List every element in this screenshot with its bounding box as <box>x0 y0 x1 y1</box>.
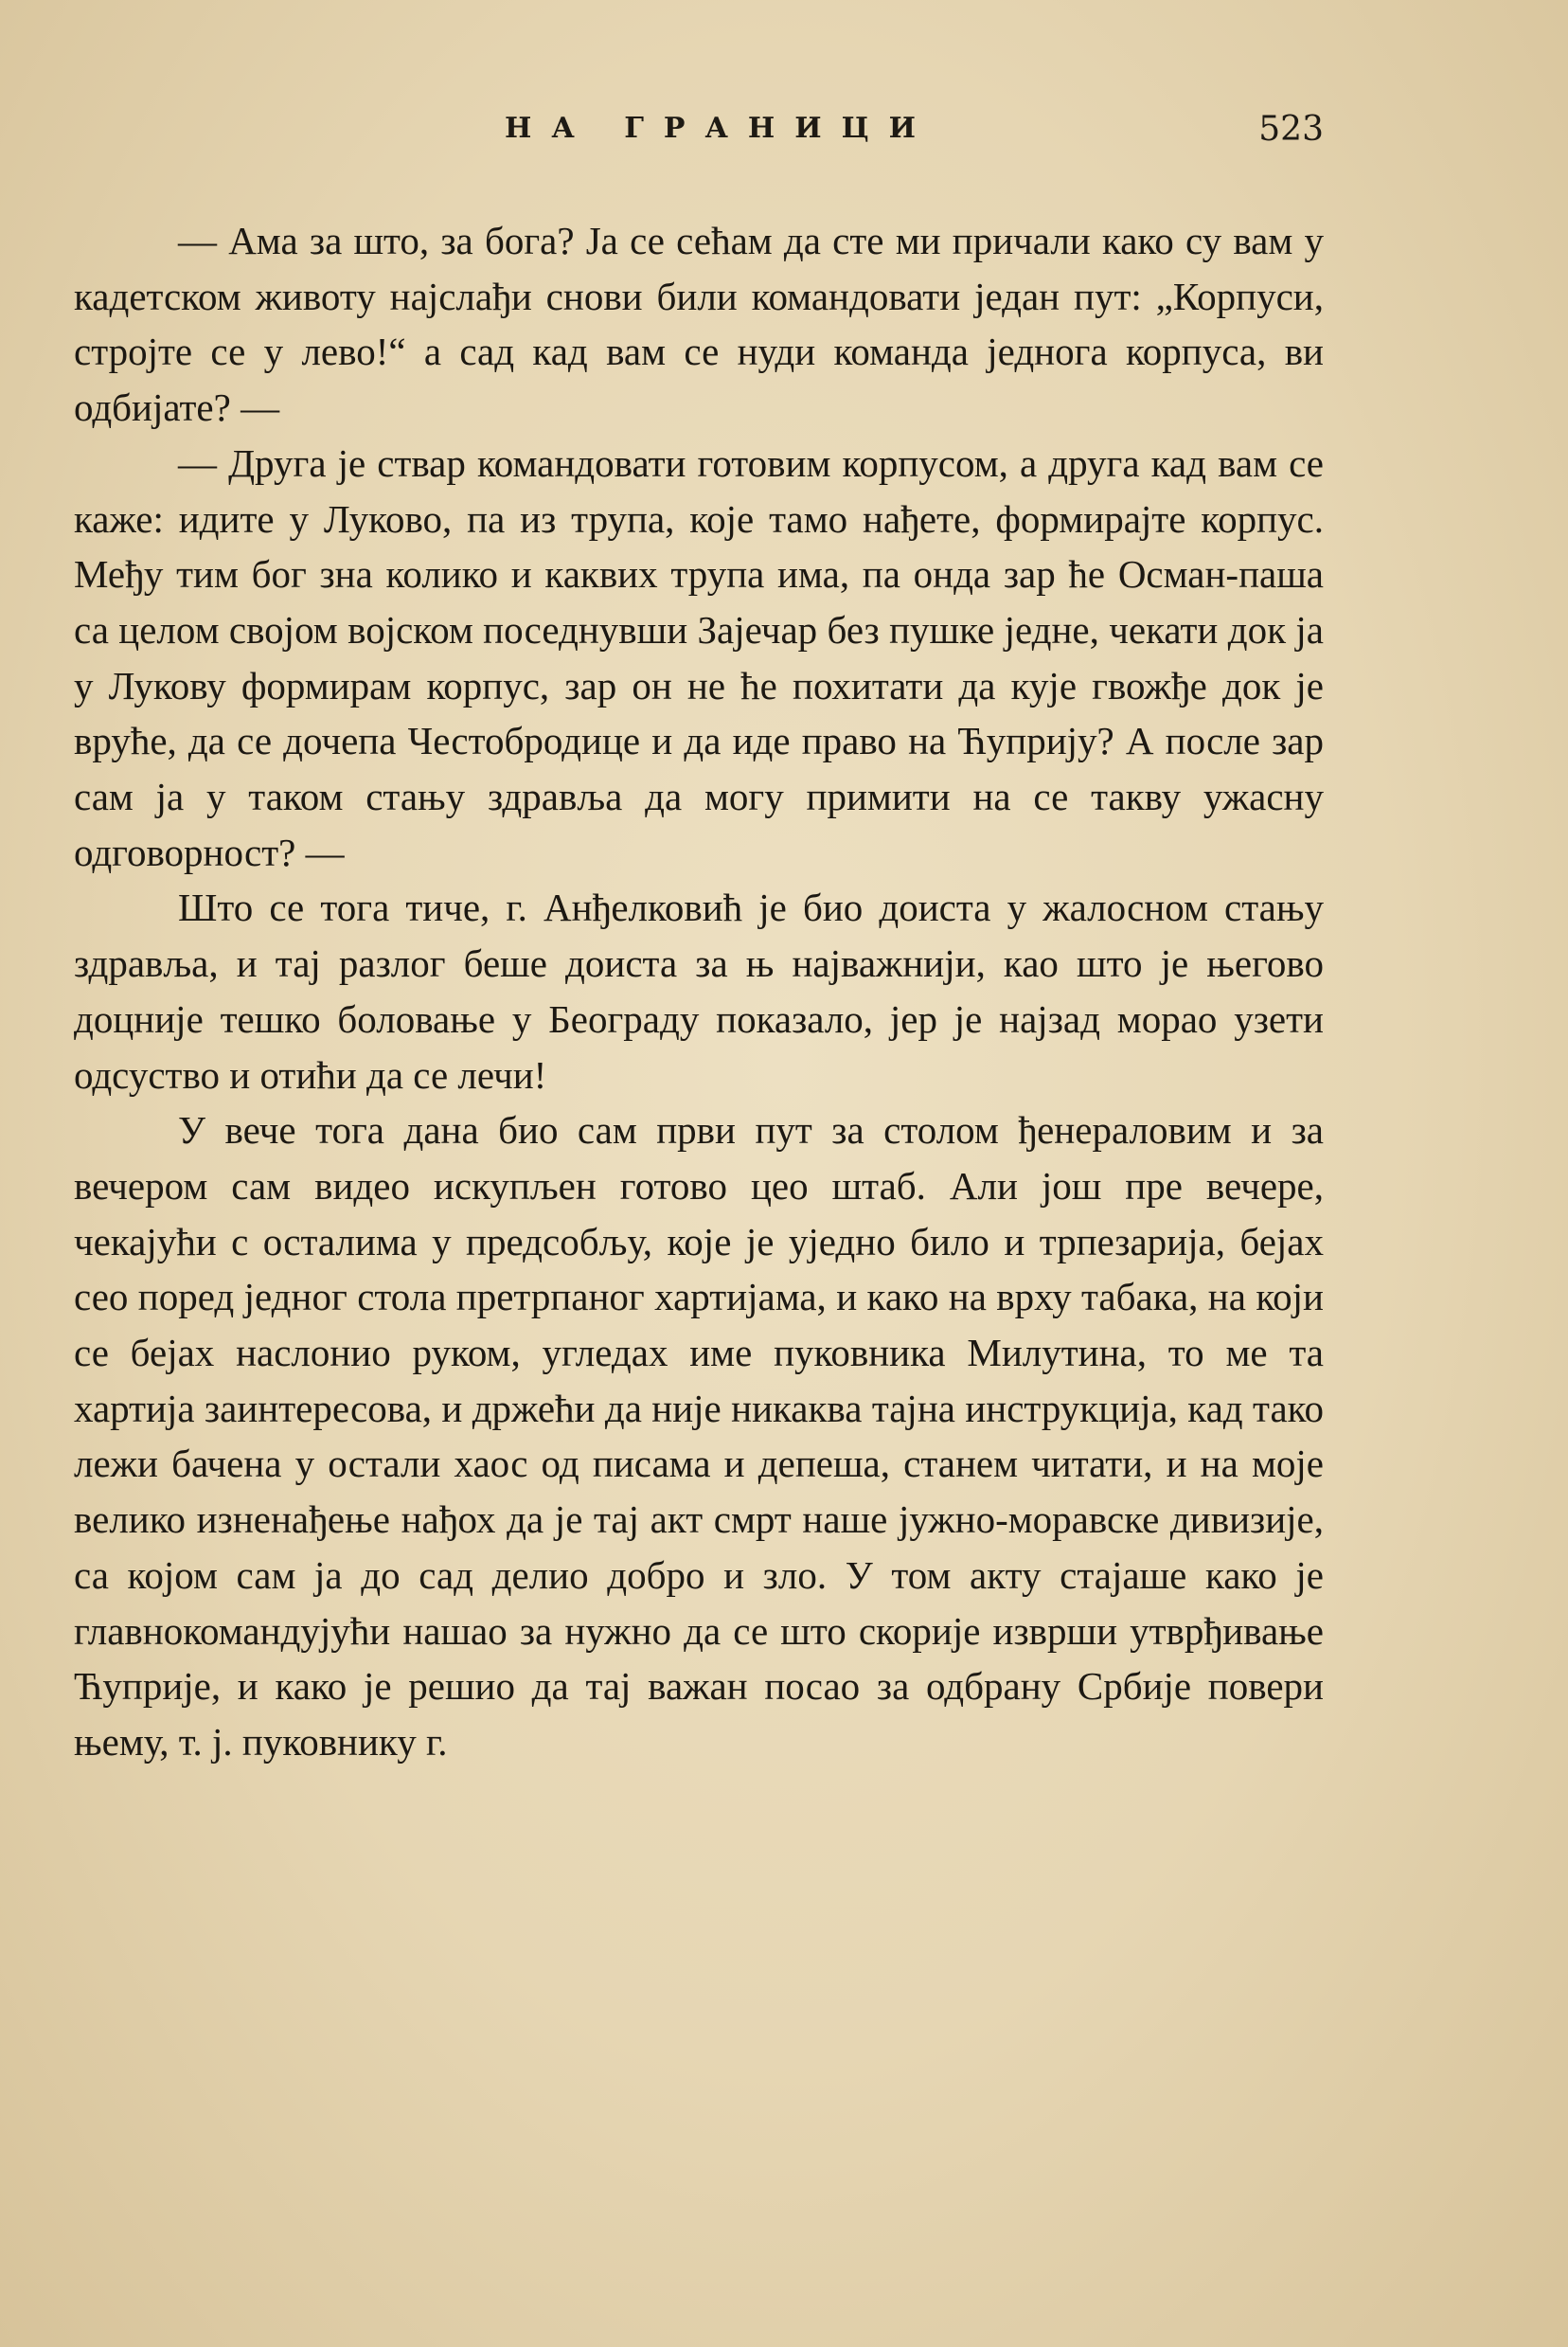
page-header <box>74 112 1324 169</box>
body-text <box>74 213 1324 1770</box>
page-number: 523 <box>1258 110 1324 149</box>
paragraph: Што се тога тиче, г. Анђелковић је био доиста у жалосном стању здравља, и тај разлог беше доиста за њ најважнији, као што је његово доцније тешко боловање у Београду показало, јер је најзад морао узети одсуство и отићи да се лечи! <box>74 886 1324 1097</box>
paragraph: У вече тога дана био сам први пут за столом ђенераловим и за вечером сам видео искупљен готово цео штаб. Али још пре вечере, чекајући с осталима у предсобљу, које је уједно било и трпезарија, бејах сео поред једног стола претрпаног хартијама, и како на врху табака, на који се бејах наслонио руком, угледах име пуковника Милутина, то ме та хартија заинтересова, и држећи да није никаква тајна инструкција, кад тако лежи бачена у остали хаос од писама и депеша, станем читати, и на моје велико изненађење нађох да је тај акт смрт наше јужно-моравске дивизије, са којом сам ја до сад делио добро и зло. У том акту стајаше како је главнокомандујући нашао за нужно да се што скорије изврши утврђивање Ћуприје, и како је решио да тај важан посао за одбрану Србије повери њему, т. ј. пуковнику г. <box>74 1108 1324 1764</box>
running-title: НА ГРАНИЦИ <box>505 112 935 145</box>
paragraph: — Друга је ствар командовати готовим корпусом, а друга кад вам се каже: идите у Луково, па из трупа, које тамо нађете, формирајте корпус. Међу тим бог зна колико и каквих трупа има, па онда зар ће Осман-паша са целом својом војском поседнувши Зајечар без пушке једне, чекати док ја у Лукову формирам корпус, зар он не ће похитати да кује гвожђе док је вруће, да се дочепа Честобродице и да иде право на Ћуприју? А после зар сам ја у таком стању здравља да могу примити на се такву ужасну одговорност? — <box>74 440 1324 874</box>
paragraph: — Ама за што, за бога? Ја се сећам да сте ми причали како су вам у кадетском животу најслађи снови били командовати један пут: „Корпуси, стројте се у лево!“ а сад кад вам се нуди команда једнога корпуса, ви одбијате? — <box>74 219 1324 430</box>
